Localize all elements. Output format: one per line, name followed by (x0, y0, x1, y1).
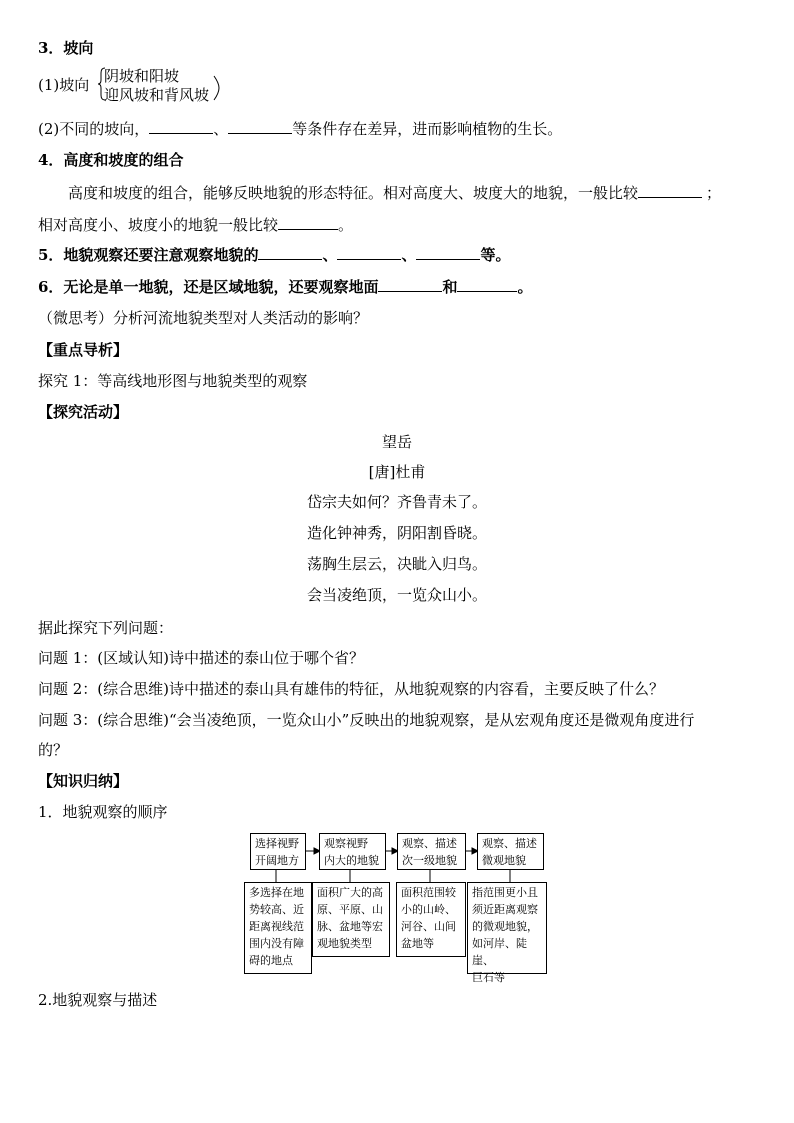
flow-detail-1 (244, 882, 312, 974)
key-points-heading: 【重点导析】 (38, 341, 129, 359)
question-3: 问题 3：(综合思维)“会当凌绝顶，一览众山小”反映出的地貌观察，是从宏观角度还是微观角度进行 (38, 711, 695, 729)
detail-text: 小的山岭、 (401, 903, 456, 916)
answer-blank[interactable] (638, 182, 702, 198)
questions-intro: 据此探究下列问题： (38, 619, 174, 637)
punct: ； (706, 184, 722, 202)
section-6-text: 6．无论是单一地貌，还是区域地貌，还要观察地面 (38, 278, 379, 296)
detail-text: 须近距离观察 (472, 903, 538, 916)
step-text: 微观地貌 (482, 854, 526, 867)
explore-1-title: 探究 1：等高线地形图与地貌类型的观察 (38, 372, 308, 390)
separator: 、 (401, 246, 417, 264)
separator: 、 (213, 120, 229, 138)
knowledge-item-1: 1．地貌观察的顺序 (38, 803, 168, 821)
item-2-tail: 等条件存在差异，进而影响植物的生长。 (292, 120, 563, 138)
step-text: 内大的地貌 (324, 854, 379, 867)
detail-text: 巨石等 (472, 971, 505, 984)
section-4-paragraph-2 (38, 214, 353, 235)
flow-detail-2 (312, 882, 390, 957)
detail-text: 距离视线范 (249, 920, 304, 933)
knowledge-item-2: 2.地貌观察与描述 (38, 991, 158, 1009)
answer-blank[interactable] (378, 276, 442, 292)
detail-text: 如河岸、陡崖、 (472, 937, 527, 967)
section-6 (38, 276, 532, 297)
section-6-end: 。 (517, 278, 533, 296)
step-text: 观察、描述 (482, 837, 537, 850)
poem-line: 造化钟神秀，阴阳割昏晓。 (306, 524, 487, 542)
and-word: 和 (442, 278, 458, 296)
flow-detail-4 (467, 882, 547, 984)
poem-line: 会当凌绝顶，一览众山小。 (306, 586, 487, 604)
section-3-title: 3．坡向 (38, 39, 94, 57)
answer-blank[interactable] (457, 276, 517, 292)
question-2: 问题 2：(综合思维)诗中描述的泰山具有雄伟的特征，从地貌观察的内容看，主要反映了什么？ (38, 680, 665, 698)
section-5-end: 等。 (480, 246, 511, 264)
step-text: 观察、描述 (402, 837, 457, 850)
answer-blank[interactable] (337, 244, 401, 260)
answer-blank[interactable] (228, 118, 292, 134)
step-text: 选择视野 (255, 837, 299, 850)
slope-aspect-label: (1)坡向 (38, 76, 90, 94)
detail-text: 指范围更小且 (472, 886, 538, 899)
right-paren-icon (213, 75, 221, 101)
paragraph-text: 相对高度小、坡度小的地貌一般比较 (38, 216, 279, 234)
flow-step-3 (397, 833, 466, 870)
paragraph-text: 高度和坡度的组合，能够反映地貌的形态特征。相对高度大、坡度大的地貌，一般比较 (68, 184, 639, 202)
detail-text: 势较高、近 (249, 903, 304, 916)
poem-line: 岱宗夫如何？齐鲁青未了。 (306, 493, 487, 511)
section-5-text: 5．地貌观察还要注意观察地貌的 (38, 246, 259, 264)
slope-aspect-option-2: 迎风坡和背风坡 (104, 86, 210, 104)
detail-text: 观地貌类型 (317, 937, 372, 950)
punct: 。 (338, 216, 354, 234)
detail-text: 碍的地点 (249, 954, 293, 967)
answer-blank[interactable] (416, 244, 480, 260)
detail-text: 脉、盆地等宏 (317, 920, 383, 933)
detail-text: 的微观地貌， (472, 920, 538, 933)
detail-text: 河谷、山间 (401, 920, 456, 933)
knowledge-heading: 【知识归纳】 (38, 772, 129, 790)
micro-think-question: （微思考）分析河流地貌类型对人类活动的影响？ (38, 309, 369, 327)
poem-author: [唐]杜甫 (368, 463, 426, 481)
flow-step-2 (319, 833, 386, 870)
section-4-paragraph-1 (68, 182, 721, 203)
poem-line: 荡胸生层云，决眦入归鸟。 (306, 555, 487, 573)
question-3-cont: 的？ (38, 741, 69, 759)
detail-text: 原、平原、山 (317, 903, 383, 916)
question-1: 问题 1：(区域认知)诗中描述的泰山位于哪个省？ (38, 649, 365, 667)
step-text: 开阔地方 (255, 854, 299, 867)
answer-blank[interactable] (258, 244, 322, 260)
step-text: 观察视野 (324, 837, 368, 850)
flow-step-1 (250, 833, 306, 870)
slope-aspect-option-1: 阴坡和阳坡 (104, 67, 180, 85)
section-5 (38, 244, 511, 265)
detail-text: 围内没有障 (249, 937, 304, 950)
item-2-text: (2)不同的坡向， (38, 120, 150, 138)
detail-text: 面积范围较 (401, 886, 456, 899)
flow-step-4 (477, 833, 544, 870)
detail-text: 多选择在地 (249, 886, 304, 899)
detail-text: 盆地等 (401, 937, 434, 950)
section-4-title: 4．高度和坡度的组合 (38, 151, 184, 169)
step-text: 次一级地貌 (402, 854, 457, 867)
poem-title: 望岳 (381, 433, 412, 451)
flow-detail-3 (396, 882, 466, 957)
separator: 、 (322, 246, 338, 264)
detail-text: 面积广大的高 (317, 886, 383, 899)
slope-aspect-item-2 (38, 118, 562, 139)
answer-blank[interactable] (278, 214, 338, 230)
activity-heading: 【探究活动】 (38, 403, 129, 421)
answer-blank[interactable] (149, 118, 213, 134)
